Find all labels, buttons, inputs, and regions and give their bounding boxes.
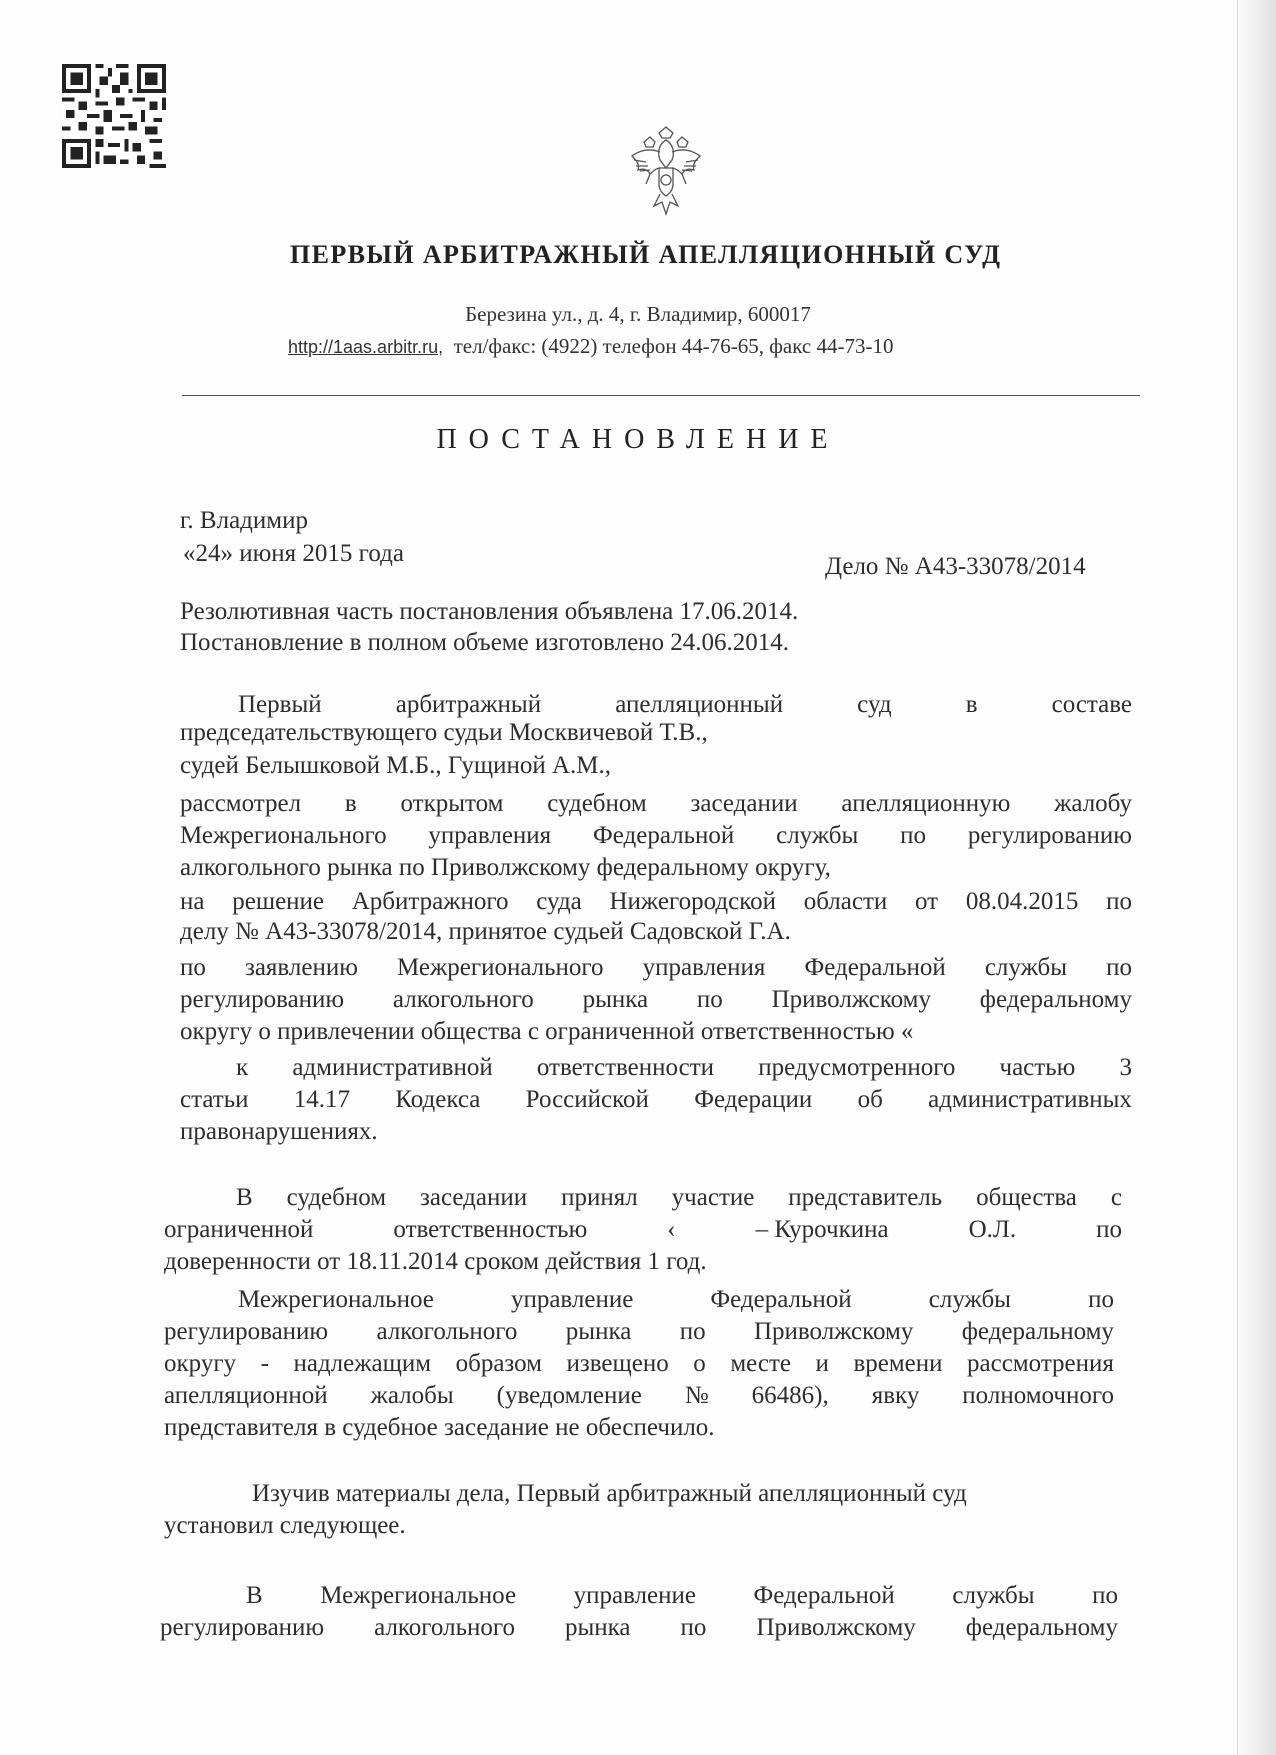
word: Межрегиональное xyxy=(238,1286,434,1313)
word: по xyxy=(1106,954,1132,981)
word: составе xyxy=(1051,691,1132,718)
court-contacts xyxy=(288,334,893,359)
word: области xyxy=(803,888,888,915)
word: Нижегородской xyxy=(609,888,776,915)
word: В xyxy=(236,1184,253,1211)
word: регулированию xyxy=(967,822,1132,849)
word: и xyxy=(815,1350,829,1377)
word: управление xyxy=(510,1286,634,1313)
word: по xyxy=(680,1614,707,1641)
word: федеральному xyxy=(979,986,1132,1013)
p1-line-3: судей Белышковой М.Б., Гущиной А.М., xyxy=(180,752,612,779)
case-number: Дело № А43-33078/2014 xyxy=(825,553,1086,580)
word: Межрегиональное xyxy=(320,1582,517,1609)
word: Арбитражного xyxy=(351,888,509,915)
word: регулированию xyxy=(160,1614,325,1641)
document-date: «24» июня 2015 года xyxy=(183,540,404,567)
word: Федеральной xyxy=(593,822,735,849)
word: алкогольного xyxy=(392,986,534,1013)
scan-edge-shadow xyxy=(1232,0,1276,1755)
word: Первый xyxy=(238,691,322,718)
word: надлежащим xyxy=(293,1350,432,1377)
word: заседании xyxy=(690,790,798,817)
word: в xyxy=(344,790,357,817)
p3-line-3 xyxy=(164,1349,1114,1379)
p1-line-7 xyxy=(180,887,1132,917)
word: Федерации xyxy=(694,1086,813,1113)
coat-of-arms-icon xyxy=(626,124,706,218)
word: рынка xyxy=(564,1614,631,1641)
word: участие xyxy=(671,1184,755,1211)
court-phone: тел/факс: (4922) телефон 44-76-65, факс 44-73-10 xyxy=(453,334,894,358)
word: ответственности xyxy=(536,1054,715,1081)
word: заявлению xyxy=(244,954,358,981)
word: в xyxy=(965,691,978,718)
word: жалобы xyxy=(370,1382,454,1409)
word: административных xyxy=(928,1086,1132,1113)
produced-line: Постановление в полном объеме изготовлено 24.06.2014. xyxy=(180,629,790,656)
word: месте xyxy=(730,1350,791,1377)
word: рассмотрел xyxy=(180,790,302,817)
word: В xyxy=(246,1582,263,1609)
p1-line-11: округу о привлечении общества с ограниченной ответственностью « xyxy=(180,1018,914,1045)
word: Федеральной xyxy=(804,954,946,981)
word: О.Л. xyxy=(968,1216,1017,1243)
word: общества xyxy=(976,1184,1077,1211)
announced-line: Резолютивная часть постановления объявлена 17.06.2014. xyxy=(180,598,799,625)
word: № xyxy=(684,1382,709,1409)
word: управления xyxy=(428,822,552,849)
word: апелляционный xyxy=(615,691,784,718)
p3-line-1 xyxy=(238,1285,1114,1315)
p2-line-2 xyxy=(164,1215,1122,1245)
p1-line-10 xyxy=(180,985,1132,1015)
court-website-link[interactable]: http://1aas.arbitr.ru, xyxy=(288,337,444,357)
word: статьи xyxy=(180,1086,249,1113)
p5-line-2 xyxy=(160,1613,1118,1643)
word: – Курочкина xyxy=(755,1216,889,1243)
court-address: Березина ул., д. 4, г. Владимир, 600017 xyxy=(465,302,811,326)
word: Российской xyxy=(525,1086,649,1113)
document-title: ПОСТАНОВЛЕНИЕ xyxy=(436,424,840,455)
word: по xyxy=(900,822,927,849)
word: явку xyxy=(871,1382,920,1409)
word: образом xyxy=(455,1350,542,1377)
word: службы xyxy=(776,822,859,849)
word: федеральному xyxy=(961,1318,1114,1345)
word: 08.04.2015 xyxy=(965,888,1079,915)
word: по xyxy=(180,954,206,981)
p4-line-1: Изучив материалы дела, Первый арбитражный апелляционный суд xyxy=(252,1480,967,1507)
p1-line-13 xyxy=(180,1085,1132,1115)
word: извещено xyxy=(566,1350,669,1377)
p2-line-1 xyxy=(236,1183,1122,1213)
word: алкогольного xyxy=(374,1614,515,1641)
p1-line-6: алкогольного рынка по Приволжскому федеральному округу, xyxy=(180,854,831,881)
word: управление xyxy=(573,1582,696,1609)
word: Приволжскому xyxy=(756,1614,916,1641)
word: по xyxy=(1096,1216,1122,1243)
word: рассмотрения xyxy=(967,1350,1114,1377)
word: жалобу xyxy=(1054,790,1132,817)
p2-line-3: доверенности от 18.11.2014 сроком действия 1 год. xyxy=(164,1248,707,1275)
p5-line-1 xyxy=(246,1581,1118,1611)
word: 3 xyxy=(1119,1054,1132,1081)
word: на xyxy=(180,888,205,915)
word: рынка xyxy=(565,1318,632,1345)
word: 66486), xyxy=(751,1382,829,1409)
word: регулированию xyxy=(164,1318,329,1345)
word: к xyxy=(236,1054,249,1081)
word: суд xyxy=(857,691,892,718)
p1-line-2: председательствующего судьи Москвичевой Т.В., xyxy=(180,719,708,746)
word: службы xyxy=(984,954,1068,981)
word: судебном xyxy=(547,790,647,817)
word: - xyxy=(260,1350,269,1377)
word: службы xyxy=(952,1582,1035,1609)
word: частью xyxy=(999,1054,1076,1081)
word: управления xyxy=(642,954,766,981)
header-divider xyxy=(182,395,1140,396)
word: об xyxy=(857,1086,883,1113)
court-name: ПЕРВЫЙ АРБИТРАЖНЫЙ АПЕЛЛЯЦИОННЫЙ СУД xyxy=(290,240,1002,269)
word: полномочного xyxy=(962,1382,1114,1409)
word: 14.17 xyxy=(293,1086,351,1113)
word: с xyxy=(1110,1184,1122,1211)
word: регулированию xyxy=(180,986,345,1013)
word: службы xyxy=(928,1286,1011,1313)
word: ограниченной xyxy=(164,1216,314,1243)
city: г. Владимир xyxy=(180,507,308,534)
p1-line-5 xyxy=(180,821,1132,851)
p1-line-9 xyxy=(180,953,1132,983)
word: судебном xyxy=(286,1184,387,1211)
word: открытом xyxy=(400,790,504,817)
word: рынка xyxy=(582,986,649,1013)
word: времени xyxy=(853,1350,943,1377)
word: алкогольного xyxy=(376,1318,518,1345)
p3-line-2 xyxy=(164,1317,1114,1347)
word: федеральному xyxy=(965,1614,1118,1641)
word: по xyxy=(696,986,723,1013)
p1-line-12 xyxy=(236,1053,1132,1083)
qr-code-icon xyxy=(62,64,166,168)
p3-line-5: представителя в судебное заседание не обеспечило. xyxy=(164,1414,715,1441)
word: решение xyxy=(232,888,325,915)
word: принял xyxy=(561,1184,638,1211)
p1-line-4 xyxy=(180,789,1132,819)
word: (уведомление xyxy=(496,1382,642,1409)
scan-edge-line xyxy=(1237,0,1238,1755)
word: Межрегионального xyxy=(396,954,604,981)
word: ответственностью xyxy=(393,1216,588,1243)
word: Межрегионального xyxy=(180,822,387,849)
p1-line-14: правонарушениях. xyxy=(180,1118,378,1145)
p1-line-1 xyxy=(238,690,1132,720)
word: по xyxy=(1092,1582,1118,1609)
word: суда xyxy=(536,888,582,915)
p4-line-2: установил следующее. xyxy=(164,1512,406,1539)
word: апелляционную xyxy=(841,790,1011,817)
word: по xyxy=(1106,888,1132,915)
word: Федеральной xyxy=(710,1286,852,1313)
word: заседании xyxy=(420,1184,528,1211)
word: представитель xyxy=(788,1184,943,1211)
p3-line-4 xyxy=(164,1381,1114,1411)
word: Приволжскому xyxy=(753,1318,914,1345)
word: о xyxy=(693,1350,706,1377)
word: округу xyxy=(164,1350,237,1377)
word: апелляционной xyxy=(164,1382,328,1409)
word: административной xyxy=(292,1054,493,1081)
word: от xyxy=(915,888,939,915)
word: ‹ xyxy=(667,1216,676,1243)
word: по xyxy=(679,1318,706,1345)
word: арбитражный xyxy=(395,691,542,718)
word: по xyxy=(1088,1286,1114,1313)
word: Приволжскому xyxy=(771,986,931,1013)
p1-line-8: делу № А43-33078/2014, принятое судьей Садовской Г.А. xyxy=(180,918,791,945)
word: Кодекса xyxy=(395,1086,481,1113)
word: Федеральной xyxy=(753,1582,895,1609)
word: предусмотренного xyxy=(758,1054,956,1081)
